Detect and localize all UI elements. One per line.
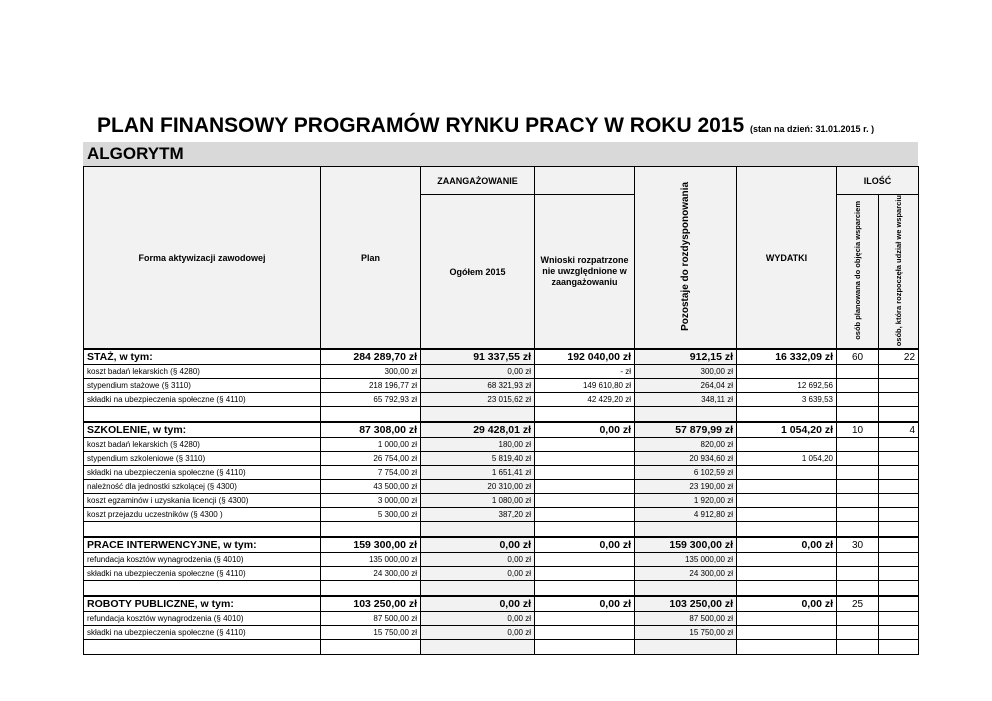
item-planowana [837, 452, 879, 466]
header-osob-planowana-text: osób planowana do objęcia wsparciem [852, 201, 862, 341]
item-wydatki: 12 692,56 [737, 379, 837, 393]
item-planowana [837, 438, 879, 452]
item-rozpoczela [879, 480, 919, 494]
header-zaangazowanie: ZAANGAŻOWANIE [421, 167, 535, 195]
section-wydatki: 0,00 zł [737, 596, 837, 612]
item-rozpoczela [879, 365, 919, 379]
item-pozostaje: 820,00 zł [635, 438, 737, 452]
item-rozpoczela [879, 567, 919, 581]
page-title [97, 114, 874, 138]
spacer-cell [84, 522, 321, 538]
section-plan: 87 308,00 zł [321, 422, 421, 438]
spacer-cell [879, 581, 919, 597]
item-name: stypendium stażowe (§ 3110) [84, 379, 321, 393]
item-wnioski [535, 480, 635, 494]
item-wydatki [737, 494, 837, 508]
section-rozpoczela: 4 [879, 422, 919, 438]
item-planowana [837, 553, 879, 567]
spacer-cell [321, 581, 421, 597]
section-row [84, 537, 919, 553]
item-planowana [837, 494, 879, 508]
section-name: STAŻ, w tym: [84, 349, 321, 365]
header-plan: Plan [321, 167, 421, 350]
spacer-cell [635, 522, 737, 538]
spacer-cell [837, 581, 879, 597]
item-planowana [837, 393, 879, 407]
item-name: refundacja kosztów wynagrodzenia (§ 4010) [84, 553, 321, 567]
finance-table [83, 166, 919, 655]
section-wydatki: 1 054,20 zł [737, 422, 837, 438]
item-row [84, 626, 919, 640]
item-ogolem: 0,00 zł [421, 365, 535, 379]
item-rozpoczela [879, 393, 919, 407]
section-planowana: 30 [837, 537, 879, 553]
section-wydatki: 0,00 zł [737, 537, 837, 553]
item-wydatki [737, 612, 837, 626]
spacer-cell [321, 640, 421, 655]
section-name: PRACE INTERWENCYJNE, w tym: [84, 537, 321, 553]
item-plan: 300,00 zł [321, 365, 421, 379]
item-name: należność dla jednostki szkolącej (§ 4300) [84, 480, 321, 494]
item-planowana [837, 480, 879, 494]
spacer-cell [737, 640, 837, 655]
item-ogolem: 0,00 zł [421, 567, 535, 581]
item-planowana [837, 466, 879, 480]
title-text: PLAN FINANSOWY PROGRAMÓW RYNKU PRACY W ROKU 2015 [97, 114, 745, 137]
item-name: koszt przejazdu uczestników (§ 4300 ) [84, 508, 321, 522]
header-forma: Forma aktywizacji zawodowej [84, 167, 321, 350]
spacer-row [84, 581, 919, 597]
item-wydatki: 1 054,20 [737, 452, 837, 466]
item-pozostaje: 24 300,00 zł [635, 567, 737, 581]
item-pozostaje: 264,04 zł [635, 379, 737, 393]
item-rozpoczela [879, 494, 919, 508]
item-rozpoczela [879, 626, 919, 640]
item-wnioski [535, 626, 635, 640]
item-pozostaje: 135 000,00 zł [635, 553, 737, 567]
section-ogolem: 0,00 zł [421, 596, 535, 612]
section-wnioski: 0,00 zł [535, 537, 635, 553]
item-wydatki [737, 480, 837, 494]
item-row [84, 494, 919, 508]
spacer-cell [737, 407, 837, 423]
section-row [84, 422, 919, 438]
item-planowana [837, 567, 879, 581]
spacer-row [84, 640, 919, 655]
item-row [84, 438, 919, 452]
spacer-cell [635, 407, 737, 423]
header-osob-ktora-text: osób, która rozpoczęła udział we wsparciu [893, 195, 903, 347]
spacer-row [84, 522, 919, 538]
section-pozostaje: 57 879,99 zł [635, 422, 737, 438]
section-rozpoczela: 22 [879, 349, 919, 365]
section-pozostaje: 912,15 zł [635, 349, 737, 365]
section-pozostaje: 159 300,00 zł [635, 537, 737, 553]
item-planowana [837, 612, 879, 626]
title-date: (stan na dzień: 31.01.2015 r. ) [750, 124, 875, 134]
section-planowana: 10 [837, 422, 879, 438]
item-wnioski [535, 466, 635, 480]
section-plan: 284 289,70 zł [321, 349, 421, 365]
section-ogolem: 0,00 zł [421, 537, 535, 553]
item-row [84, 466, 919, 480]
spacer-cell [535, 522, 635, 538]
item-wnioski [535, 612, 635, 626]
spacer-cell [837, 407, 879, 423]
section-name: ROBOTY PUBLICZNE, w tym: [84, 596, 321, 612]
item-wydatki [737, 365, 837, 379]
spacer-cell [879, 640, 919, 655]
item-ogolem: 180,00 zł [421, 438, 535, 452]
item-rozpoczela [879, 438, 919, 452]
spacer-row [84, 407, 919, 423]
section-wnioski: 0,00 zł [535, 422, 635, 438]
item-rozpoczela [879, 379, 919, 393]
spacer-cell [635, 581, 737, 597]
header-ogolem: Ogółem 2015 [421, 195, 535, 350]
item-rozpoczela [879, 452, 919, 466]
item-plan: 218 196,77 zł [321, 379, 421, 393]
item-pozostaje: 348,11 zł [635, 393, 737, 407]
section-name: SZKOLENIE, w tym: [84, 422, 321, 438]
spacer-cell [535, 407, 635, 423]
section-planowana: 60 [837, 349, 879, 365]
spacer-cell [84, 407, 321, 423]
item-plan: 24 300,00 zł [321, 567, 421, 581]
item-rozpoczela [879, 466, 919, 480]
item-plan: 87 500,00 zł [321, 612, 421, 626]
item-ogolem: 1 651,41 zł [421, 466, 535, 480]
item-planowana [837, 508, 879, 522]
item-plan: 26 754,00 zł [321, 452, 421, 466]
section-plan: 159 300,00 zł [321, 537, 421, 553]
header-blank [535, 167, 635, 195]
header-wydatki: WYDATKI [737, 167, 837, 350]
item-wnioski: 149 610,80 zł [535, 379, 635, 393]
item-name: składki na ubezpieczenia społeczne (§ 4110) [84, 567, 321, 581]
item-pozostaje: 15 750,00 zł [635, 626, 737, 640]
item-wnioski [535, 438, 635, 452]
item-ogolem: 1 080,00 zł [421, 494, 535, 508]
item-name: składki na ubezpieczenia społeczne (§ 4110) [84, 466, 321, 480]
header-pozostaje-text: Pozostaje do rozdysponowania [679, 182, 691, 332]
spacer-cell [421, 581, 535, 597]
item-ogolem: 0,00 zł [421, 626, 535, 640]
item-plan: 1 000,00 zł [321, 438, 421, 452]
header-pozostaje [635, 167, 737, 350]
section-ogolem: 29 428,01 zł [421, 422, 535, 438]
spacer-cell [837, 640, 879, 655]
item-pozostaje: 20 934,60 zł [635, 452, 737, 466]
item-ogolem: 23 015,62 zł [421, 393, 535, 407]
spacer-cell [879, 522, 919, 538]
header-osob-planowana [837, 195, 879, 350]
spacer-cell [737, 581, 837, 597]
spacer-cell [421, 407, 535, 423]
spacer-cell [879, 407, 919, 423]
item-row [84, 508, 919, 522]
item-wnioski [535, 553, 635, 567]
spacer-cell [421, 522, 535, 538]
item-plan: 15 750,00 zł [321, 626, 421, 640]
item-name: koszt egzaminów i uzyskania licencji (§ 4300) [84, 494, 321, 508]
item-wydatki [737, 438, 837, 452]
item-name: składki na ubezpieczenia społeczne (§ 4110) [84, 393, 321, 407]
item-pozostaje: 23 190,00 zł [635, 480, 737, 494]
spacer-cell [837, 522, 879, 538]
section-wnioski: 0,00 zł [535, 596, 635, 612]
item-pozostaje: 4 912,80 zł [635, 508, 737, 522]
section-header: ALGORYTM [83, 142, 918, 166]
item-planowana [837, 379, 879, 393]
item-row [84, 365, 919, 379]
spacer-cell [84, 640, 321, 655]
spacer-cell [84, 581, 321, 597]
item-ogolem: 0,00 zł [421, 612, 535, 626]
item-name: koszt badań lekarskich (§ 4280) [84, 365, 321, 379]
item-pozostaje: 300,00 zł [635, 365, 737, 379]
item-wnioski [535, 567, 635, 581]
section-row [84, 349, 919, 365]
item-plan: 5 300,00 zł [321, 508, 421, 522]
section-wydatki: 16 332,09 zł [737, 349, 837, 365]
item-plan: 3 000,00 zł [321, 494, 421, 508]
item-name: stypendium szkoleniowe (§ 3110) [84, 452, 321, 466]
item-plan: 65 792,93 zł [321, 393, 421, 407]
item-wydatki [737, 508, 837, 522]
section-planowana: 25 [837, 596, 879, 612]
item-plan: 43 500,00 zł [321, 480, 421, 494]
item-wnioski: - zł [535, 365, 635, 379]
item-rozpoczela [879, 508, 919, 522]
section-row [84, 596, 919, 612]
item-row [84, 553, 919, 567]
item-row [84, 393, 919, 407]
spacer-cell [635, 640, 737, 655]
spacer-cell [321, 522, 421, 538]
item-pozostaje: 87 500,00 zł [635, 612, 737, 626]
section-pozostaje: 103 250,00 zł [635, 596, 737, 612]
item-ogolem: 5 819,40 zł [421, 452, 535, 466]
spacer-cell [535, 640, 635, 655]
item-ogolem: 68 321,93 zł [421, 379, 535, 393]
item-rozpoczela [879, 553, 919, 567]
item-wydatki [737, 626, 837, 640]
item-wydatki: 3 639,53 [737, 393, 837, 407]
item-wydatki [737, 553, 837, 567]
item-planowana [837, 365, 879, 379]
item-wnioski [535, 508, 635, 522]
section-rozpoczela [879, 537, 919, 553]
item-name: koszt badań lekarskich (§ 4280) [84, 438, 321, 452]
item-wydatki [737, 466, 837, 480]
item-pozostaje: 1 920,00 zł [635, 494, 737, 508]
item-name: refundacja kosztów wynagrodzenia (§ 4010) [84, 612, 321, 626]
item-ogolem: 20 310,00 zł [421, 480, 535, 494]
spacer-cell [421, 640, 535, 655]
spacer-cell [535, 581, 635, 597]
item-row [84, 452, 919, 466]
item-plan: 7 754,00 zł [321, 466, 421, 480]
header-wnioski: Wnioski rozpatrzone nie uwzględnione w zaangażowaniu [535, 195, 635, 350]
spacer-cell [737, 522, 837, 538]
section-wnioski: 192 040,00 zł [535, 349, 635, 365]
item-wnioski [535, 452, 635, 466]
item-name: składki na ubezpieczenia społeczne (§ 4110) [84, 626, 321, 640]
section-plan: 103 250,00 zł [321, 596, 421, 612]
item-plan: 135 000,00 zł [321, 553, 421, 567]
item-wydatki [737, 567, 837, 581]
section-rozpoczela [879, 596, 919, 612]
item-row [84, 567, 919, 581]
item-ogolem: 0,00 zł [421, 553, 535, 567]
header-ilosc: ILOŚĆ [837, 167, 919, 195]
item-row [84, 379, 919, 393]
item-wnioski: 42 429,20 zł [535, 393, 635, 407]
spacer-cell [321, 407, 421, 423]
header-osob-ktora [879, 195, 919, 350]
item-pozostaje: 6 102,59 zł [635, 466, 737, 480]
section-ogolem: 91 337,55 zł [421, 349, 535, 365]
item-rozpoczela [879, 612, 919, 626]
item-row [84, 480, 919, 494]
item-wnioski [535, 494, 635, 508]
item-row [84, 612, 919, 626]
item-planowana [837, 626, 879, 640]
item-ogolem: 387,20 zł [421, 508, 535, 522]
